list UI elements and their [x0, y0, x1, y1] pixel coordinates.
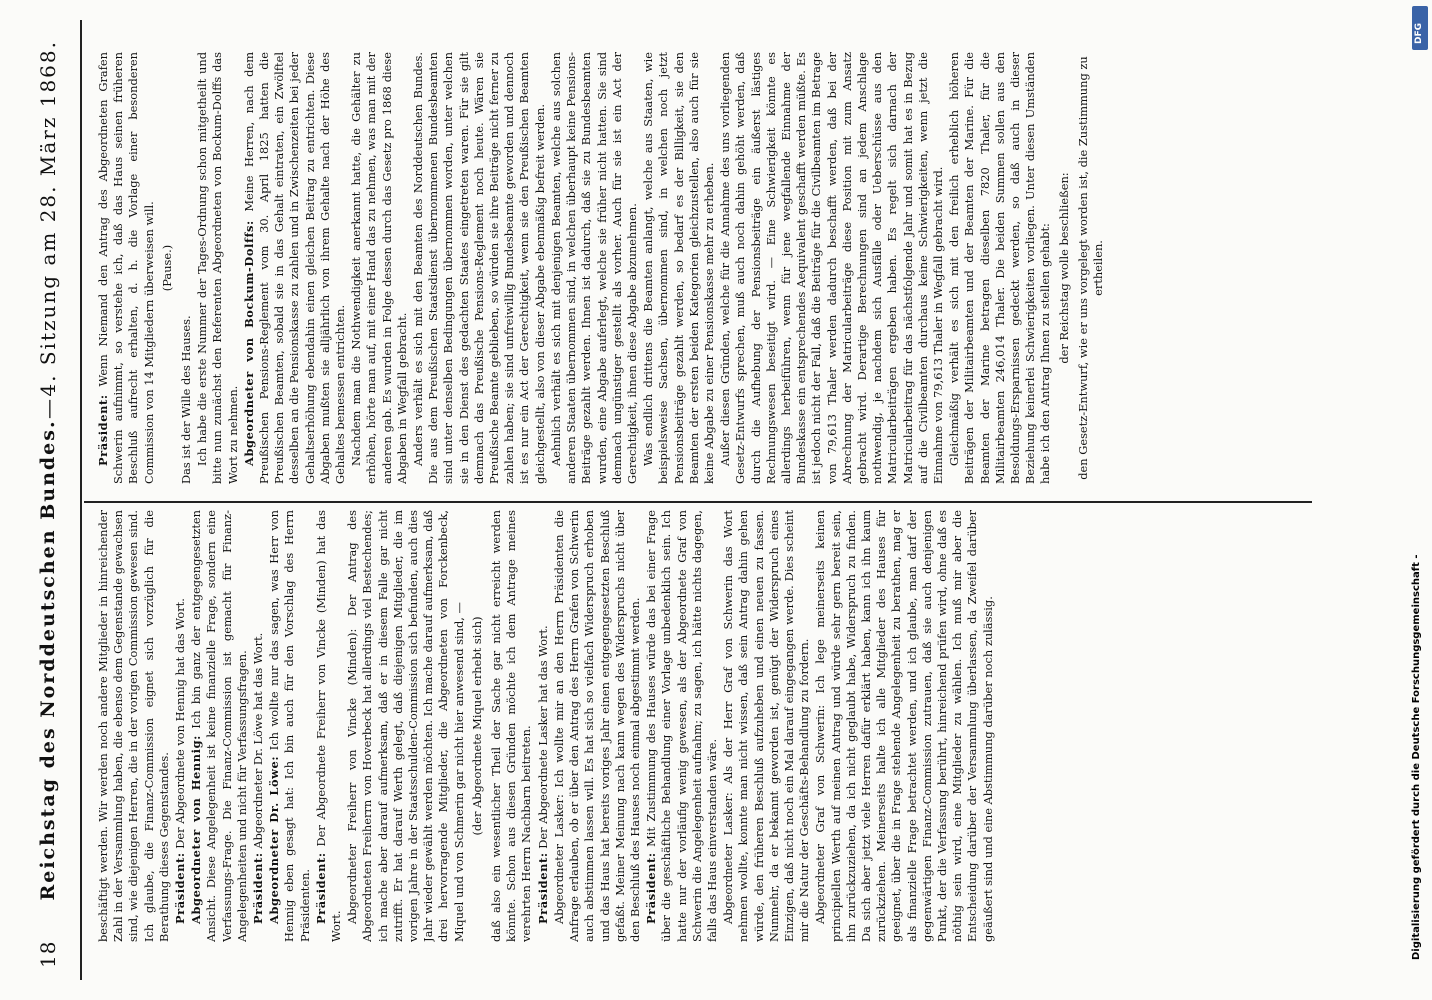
paragraph: [267, 510, 313, 942]
page-number: 18: [36, 940, 60, 968]
speaker-label: Abgeordneter Dr. Löwe:: [267, 755, 282, 924]
paragraph: [189, 510, 250, 942]
paragraph-text: Aehnlich verhält es sich mit denjenigen Beamten, welche aus solchen anderen Staaten übernommen sind, in welchen überhaupt keine Pensions-Beiträge gezahlt werden. Ihnen ist dadurch, daß sie zu Bundesbeamten wurden, eine Abgabe auferlegt, welche sie früher nicht hatten. Sie sind demnach ungünstiger gestellt als vorher. Auch für sie ist ein Act der Gerechtigkeit, ihnen diese Abgabe abzunehmen.: [548, 52, 639, 484]
paragraph: [195, 52, 241, 484]
paragraph: [179, 52, 194, 484]
paragraph: [552, 510, 643, 942]
paragraph: [641, 52, 717, 484]
column-divider: [84, 501, 1312, 503]
paragraph: [489, 510, 535, 942]
paragraph-text: Abgeordneter Dr. Löwe hat das Wort.: [251, 632, 266, 853]
paragraph-text: Ich wollte nur das sagen, was Herr von Hennig eben gesagt hat: Ich bin auch für den Vorschlag des Herrn Präsidenten.: [267, 510, 312, 942]
paragraph-text: Der Abgeordnete von Hennig hat das Wort.: [173, 598, 188, 853]
paragraph-text: beschäftigt werden. Wir werden noch andere Mitglieder in hinreichender Zahl in der Versammlung haben, die ebenso dem Gegenstande gewachsen sind, wie diejenigen Herren, die in der vorigen Commission gewesen sind. Ich glaube, die Finanz-Commission eignet sich vorzüglich für die Berathung dieses Gegenstandes.: [96, 510, 171, 942]
paragraph: [718, 52, 946, 484]
paragraph-text: Abgeordneter Graf von Schwerin: Ich lege meinerseits keinen principiellen Werth auf meinen Antrag und würde sehr gern bereit sein, ihn zurückzuziehen, da ich nicht geglaubt habe, Widerspruch zu finden. Da sich aber jetzt viele Herren dafür erklärt haben, kann ich ihn kaum zurückziehen. Meinerseits halte ich alle Mitglieder des Hauses für geeignet, über die in Frage stehende Angelegenheit zu berathen, mag er als finanzielle Frage betrachtet werden, und ich glaube, man darf der gegenwärtigen Finanz-Commission zutrauen, daß sie auch denjenigen Punkt, der die Verfassung berührt, hinreichend prüfen wird, ohne daß es nöthig sein wird, eine Mitglieder zu wählen. Ich muß mir aber die Entscheidung darüber der Versammlung überlassen, da Zweifel darüber geäußert sind und eine Abstimmung darüber noch zulässig.: [813, 510, 995, 942]
paragraph-text: Abgeordneter Lasker: Ich wollte mir an den Herrn Präsidenten die Anfrage erlauben, ob er über den Antrag des Herrn Grafen von Schwerin auch abstimmen lassen will. Es hat sich so vielfach Widerspruch erhoben und das Haus hat bereits voriges Jahr einen entgegengesetzten Beschluß gefaßt. Meiner Meinung nach kann wegen des Widerspruchs nicht über den Beschluß des Hauses noch einmal abgestimmt werden.: [551, 510, 642, 942]
left-running-title: Reichstag des Norddeutschen Bundes.: [37, 419, 59, 901]
speaker-label: Präsident:: [313, 852, 328, 924]
right-running-title: 4. Sitzung am 28. März 1868.: [36, 40, 60, 397]
paragraph-text: (der Abgeordnete Miquel erhebt sich): [469, 616, 484, 836]
dfg-logo-text: DFG: [1414, 22, 1424, 44]
speaker-label: Präsident:: [173, 852, 188, 924]
paragraph-text: Der Abgeordnete Freiherr von Vincke (Minden) hat das Wort.: [313, 510, 344, 942]
right-column: [96, 52, 1306, 484]
paragraph-text: Wenn Niemand den Antrag des Abgeordneten Grafen Schwerin aufnimmt, so verstehe ich, daß das Haus seinen früheren Beschluß aufrecht erhalten, d. h. die Vorlage einer besonderen Commission von 14 Mitgliedern überweisen will.: [96, 52, 156, 484]
paragraph: [947, 52, 1053, 484]
paragraph: [813, 510, 995, 942]
paragraph-text: Abgeordneter Freiherr von Vincke (Minden): Der Antrag des Abgeordneten Freiherrn von Hoverbeck hat allerdings viel Bestechendes; ich mache aber darauf aufmerksam, daß er in diesem Falle gar nicht zutrifft. Er hat darauf Werth gelegt, daß diejenigen Mitglieder, die im vorigen Jahre in der Staatsschulden-Commission sich befunden, auch dies Jahr wieder gewählt werden möchten. Ich mache darauf aufmerksam, daß drei hervorragende Mitglieder, die Abgeordneten von Forckenbeck, Miquel und von Schmerin gar nicht hier anwesend sind, —: [345, 510, 466, 942]
paragraph: [549, 52, 640, 484]
header-dash: —: [36, 397, 60, 419]
speaker-label: Präsident:: [251, 852, 266, 924]
centered-line: [1057, 52, 1072, 484]
speaker-label: Abgeordneter von Hennig:: [189, 735, 204, 924]
paragraph-text: Ich bin ganz der entgegengesetzten Ansicht. Diese Angelegenheit ist keine finanzielle Frage, sondern eine Verfassungs-Frage. Die Finanz-Commission ist gemacht für Finanz-Angelegenheiten und nicht für Verfassungsfragen.: [189, 510, 249, 942]
paragraph: [242, 52, 348, 484]
centered-line: [470, 510, 485, 942]
running-header: [18, 0, 78, 1000]
paragraph-text: Was endlich drittens die Beamten anlangt, welche aus Staaten, wie beispielsweise Sachsen, übernommen sind, in welchen noch jetzt Pensionsbeiträge gezahlt werden, so bedarf es der Billigkeit, sie den Beamten der ersten beiden Kategorien gleichzustellen, also auch für sie keine Abgabe zu einer Pensionskasse mehr zu erheben.: [641, 52, 716, 484]
paragraph: [349, 52, 410, 484]
paragraph-text: der Reichstag wolle beschließen:: [1056, 172, 1071, 364]
paragraph: [411, 52, 548, 484]
paragraph-text: Der Abgeordnete Lasker hat das Wort.: [535, 625, 550, 853]
left-column: [96, 510, 1306, 942]
header-rule: [80, 20, 82, 980]
paragraph: [345, 510, 467, 942]
credit-text: Digitalisierung gefördert durch die Deutsche Forschungsgemeinschaft -: [1411, 554, 1422, 960]
paragraph-text: Meine Herren, nach dem Preußischen Pensions-Reglement vom 30. April 1825 hatten die Preußischen Beamten, sobald sie in das Gehalt eintraten, ein Zwölftel desselben an die Pensionskasse zu zahlen und in Zwischenzeiten bei jeder Gehaltserhöhung ebendahin einen gleichen Beitrag zu entrichten. Diese Abgaben mußten sie alljährlich von ihrem Gehalte nach der Höhe des Gehaltes bemessen entrichten.: [241, 52, 348, 484]
speaker-label: Präsident:: [535, 852, 550, 924]
paragraph-text: den Gesetz-Entwurf, wie er uns vorgelegt worden ist, die Zustimmung zu ertheilen.: [1075, 56, 1105, 480]
paragraph-text: Außer diesen Gründen, welche für die Annahme des uns vorliegenden Gesetz-Entwurfs sprechen, muß auch noch dahin gehöht werden, daß durch die Aufhebung der Pensionsbeiträge ein äußerst lästiges Rechnungswesen beseitigt wird. — Eine Schwierigkeit könnte es allerdings herbeiführen, wenn für jene wegfallende Einnahme der Bundeskasse ein entsprechendes Aequivalent geschafft werden müßte. Es ist jedoch nicht der Fall, daß die Beiträge für die Civilbeamten im Betrage von 79,613 Thaler werden dadurch beschafft werden, daß bei der Abrechnung der Matricularbeiträge diese Position mit zum Ansatz gebracht wird. Derartige Berechnungen sind an jedem Anschlage nothwendig, je nachdem sich Ausfälle oder Ueberschüsse aus den Matricularbeiträgen ergeben haben. Es regelt sich darnach der Matricularbeitrag für das nächstfolgende Jahr und somit hat es in Bezug auf die Civilbeamten durchaus keine Schwierigkeiten, wenn jetzt die Einnahme von 79,613 Thaler in Wegfall gebracht wird.: [718, 52, 945, 484]
paragraph: [536, 510, 551, 942]
paragraph-text: Anders verhält es sich mit den Beamten des Norddeutschen Bundes. Die aus dem Preußischen Staatsdienst übernommenen Bundesbeamten sind unter denselben Bedingungen übernommen worden, unter welchen sie in den Dienst des gedachten Staates eingetreten waren. Für sie gilt demnach das Preußische Pensions-Reglement noch heute. Wären sie Preußische Beamte geblieben, so würden sie ihre Beiträge nicht ferner zu zahlen haben; sie sind unfreiwillig Bundesbeamte geworden und dennoch ist es nur ein Act der Gerechtigkeit, wenn sie den Preußischen Beamten gleichgestellt, also von dieser Abgabe ebenmäßig befreit werden.: [411, 52, 547, 484]
paragraph-text: daß also ein wesentlicher Theil der Sache gar nicht erreicht werden könnte. Schon aus diesen Gründen möchte ich dem Antrage meines verehrten Herrn Nachbarn beitreten.: [489, 510, 534, 942]
centered-line: [160, 52, 175, 484]
header-left-group: [36, 419, 60, 968]
paragraph-text: Nachdem man die Nothwendigkeit anerkannt hatte, die Gehälter zu erhöhen, hörte man auf, mit einer Hand das zu nehmen, was man mit der anderen gab. Es wurden in Folge dessen durch das Gesetz pro 1868 diese Abgaben in Wegfall gebracht.: [349, 52, 409, 484]
speaker-label: Präsident:: [96, 394, 110, 466]
paragraph: [314, 510, 344, 942]
digitization-credit: [1410, 0, 1430, 1000]
paragraph-text: Das ist der Wille des Hauses.: [179, 315, 194, 484]
paragraph-text: Gleichmäßig verhält es sich mit den freilich erheblich höheren Beiträgen der Militairbeamten und der Beamten der Marine. Für die Beamten der Marine betragen dieselben 7820 Thaler, für die Militairbeamten 246,014 Thaler. Die beiden Summen sollen aus den Besoldungs-Ersparnissen gedeckt werden, so daß auch in dieser Beziehung keinerlei Schwierigkeiten vorliegen. Unter diesen Umständen habe ich den Antrag Ihnen zu stellen gehabt:: [947, 52, 1053, 484]
paragraph-text: Ich habe die erste Nummer der Tages-Ordnung schon mitgetheilt und bitte nun zunächst den Referenten Abgeordneten von Bockum-Dolffs das Wort zu nehmen.: [195, 52, 240, 484]
paragraph: [96, 52, 157, 484]
paragraph-text: Mit Zustimmung des Hauses würde das bei einer Frage über die geschäftliche Behandlung einer Vorlage unbedenklich sein. Ich hatte nur der vorläufig wenig gewesen, als der Abgeordnete Graf von Schwerin die Angelegenheit aufnahm; zu sagen, ich hätte nichts dagegen, falls das Haus einverstanden wäre.: [644, 510, 719, 942]
paragraph-text: (Pause.): [159, 244, 174, 292]
paragraph: [251, 510, 266, 942]
paragraph: [96, 510, 172, 942]
centered-line: [1076, 52, 1106, 484]
speaker-label: Abgeordneter von Bockum-Dolffs:: [241, 220, 256, 466]
speaker-label: Präsident:: [644, 852, 659, 924]
paragraph: [644, 510, 720, 942]
paragraph-text: Abgeordneter Lasker: Als der Herr Graf von Schwerin das Wort nehmen wollte, konnte man nicht wissen, daß sein Antrag dahin gehen würde, den früheren Beschluß aufzuheben und einen neuen zu fassen. Nunmehr, da er bekannt geworden ist, genügt der Widerspruch eines Einzigen, daß nicht noch ein Mal darauf eingegangen werde. Dies scheint mir die Natur der Geschäfts-Behandlung zu fordern.: [721, 510, 812, 942]
paragraph: [173, 510, 188, 942]
header-right-group: [36, 40, 60, 397]
paragraph: [721, 510, 812, 942]
